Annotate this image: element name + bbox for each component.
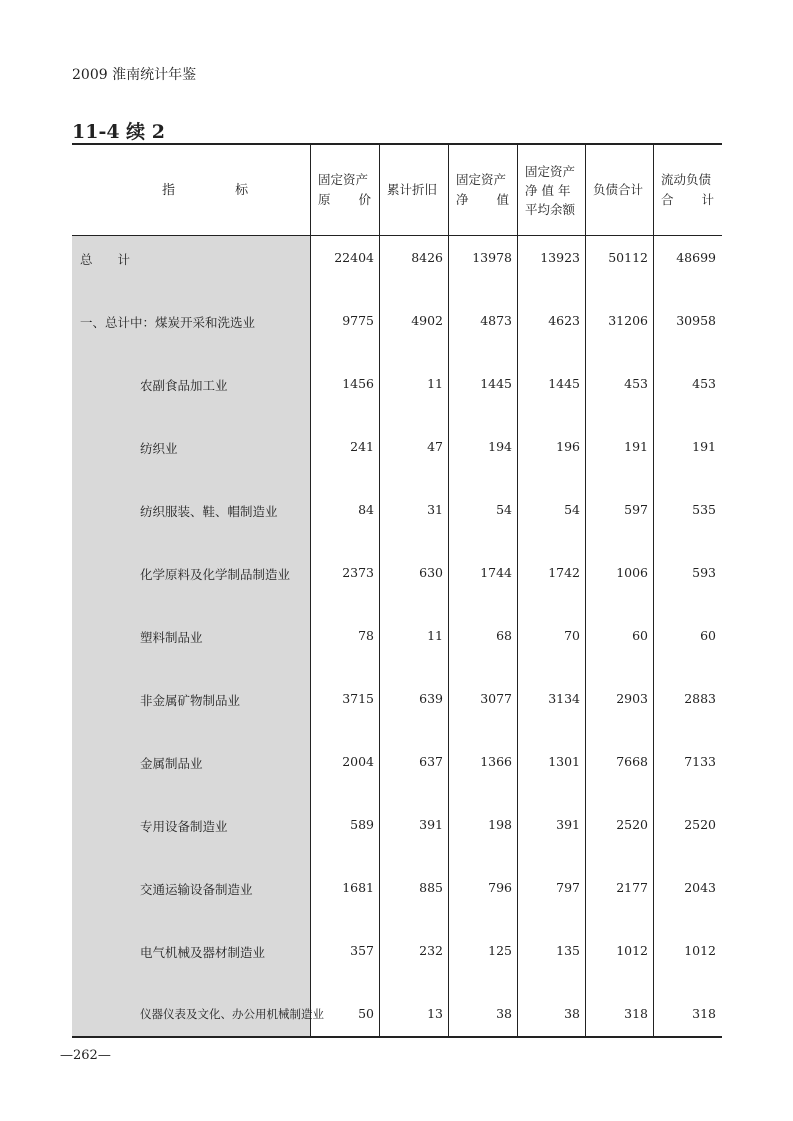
row-value: 3077 (480, 691, 512, 706)
row-label: 纺织业 (140, 441, 178, 456)
row-value: 31 (427, 502, 443, 517)
row-value: 198 (488, 817, 512, 832)
row-value: 1445 (480, 376, 512, 391)
row-value: 589 (350, 817, 374, 832)
table-row (72, 628, 722, 648)
row-value: 318 (692, 1006, 716, 1021)
table-row (72, 376, 722, 396)
row-value: 9775 (342, 313, 374, 328)
row-value: 191 (692, 439, 716, 454)
row-value: 1681 (342, 880, 374, 895)
row-value: 3715 (342, 691, 374, 706)
row-value: 637 (419, 754, 443, 769)
row-value: 1366 (480, 754, 512, 769)
row-value: 38 (496, 1006, 512, 1021)
row-value: 31206 (608, 313, 648, 328)
row-value: 1012 (616, 943, 648, 958)
table-row (72, 313, 722, 333)
header-current-liabilities: 流动负债 合 计 (661, 172, 714, 207)
row-label: 交通运输设备制造业 (140, 882, 253, 897)
row-label: 农副食品加工业 (140, 378, 228, 393)
row-value: 54 (564, 502, 580, 517)
row-value: 125 (488, 943, 512, 958)
row-label: 总 计 (80, 252, 131, 267)
row-value: 2520 (616, 817, 648, 832)
row-label: 非金属矿物制品业 (140, 693, 241, 708)
table-row (72, 502, 722, 522)
header-total-liabilities: 负债合计 (593, 182, 644, 197)
row-value: 11 (427, 376, 443, 391)
row-value: 630 (419, 565, 443, 580)
table-row (72, 691, 722, 711)
table-row (72, 817, 722, 837)
row-value: 2903 (616, 691, 648, 706)
row-value: 453 (624, 376, 648, 391)
row-value: 2043 (684, 880, 716, 895)
row-label: 塑料制品业 (140, 630, 203, 645)
row-label: 仪器仪表及文化、办公用机械制造业 (140, 1007, 324, 1021)
row-value: 7133 (684, 754, 716, 769)
row-value: 135 (556, 943, 580, 958)
row-value: 1742 (548, 565, 580, 580)
table-row (72, 880, 722, 900)
row-label: 一、总计中：煤炭开采和洗选业 (80, 315, 256, 330)
header-accumulated-depreciation: 累计折旧 (387, 182, 438, 197)
row-value: 191 (624, 439, 648, 454)
table-row (72, 565, 722, 585)
row-value: 50112 (608, 250, 648, 265)
row-value: 796 (488, 880, 512, 895)
row-value: 60 (632, 628, 648, 643)
column-divider (379, 144, 380, 1036)
header-bottom-rule (72, 235, 722, 236)
column-divider (517, 144, 518, 1036)
row-value: 2883 (684, 691, 716, 706)
row-label: 专用设备制造业 (140, 819, 228, 834)
row-value: 318 (624, 1006, 648, 1021)
row-value: 1744 (480, 565, 512, 580)
table-row (72, 943, 722, 963)
row-value: 391 (419, 817, 443, 832)
header-fixed-assets-original: 固定资产 原 价 (318, 172, 371, 207)
row-value: 7668 (616, 754, 648, 769)
row-value: 60 (700, 628, 716, 643)
row-value: 639 (419, 691, 443, 706)
row-value: 797 (556, 880, 580, 895)
row-label: 金属制品业 (140, 756, 203, 771)
row-value: 22404 (334, 250, 374, 265)
table-bottom-rule (72, 1036, 722, 1038)
header-fixed-assets-net: 固定资产 净 值 (456, 172, 509, 207)
row-value: 1456 (342, 376, 374, 391)
column-divider (585, 144, 586, 1036)
running-head: 2009 淮南统计年鉴 (72, 67, 197, 83)
row-value: 47 (427, 439, 443, 454)
row-value: 48699 (676, 250, 716, 265)
table-row (72, 1006, 722, 1026)
page-number: —262— (60, 1048, 111, 1063)
header-indicator: 指 标 (162, 183, 277, 198)
table-row (72, 754, 722, 774)
row-value: 1301 (548, 754, 580, 769)
row-value: 1445 (548, 376, 580, 391)
row-label: 电气机械及器材制造业 (140, 945, 266, 960)
row-value: 4623 (548, 313, 580, 328)
row-value: 885 (419, 880, 443, 895)
table-row (72, 439, 722, 459)
row-value: 54 (496, 502, 512, 517)
row-value: 13923 (540, 250, 580, 265)
header-net-average-balance: 固定资产 净 值 年 平均余额 (525, 164, 576, 217)
row-value: 453 (692, 376, 716, 391)
row-value: 38 (564, 1006, 580, 1021)
row-value: 2373 (342, 565, 374, 580)
row-value: 357 (350, 943, 374, 958)
row-value: 1012 (684, 943, 716, 958)
row-value: 535 (692, 502, 716, 517)
column-divider (653, 144, 654, 1036)
row-value: 597 (624, 502, 648, 517)
row-value: 196 (556, 439, 580, 454)
row-value: 13978 (472, 250, 512, 265)
row-value: 8426 (411, 250, 443, 265)
column-divider (448, 144, 449, 1036)
row-value: 11 (427, 628, 443, 643)
row-value: 50 (358, 1006, 374, 1021)
row-label: 纺织服装、鞋、帽制造业 (140, 504, 278, 519)
row-value: 2004 (342, 754, 374, 769)
row-value: 4902 (411, 313, 443, 328)
row-value: 194 (488, 439, 512, 454)
row-value: 84 (358, 502, 374, 517)
row-value: 593 (692, 565, 716, 580)
row-value: 78 (358, 628, 374, 643)
column-divider (310, 144, 311, 1036)
row-label: 化学原料及化学制品制造业 (140, 567, 291, 582)
row-value: 241 (350, 439, 374, 454)
row-value: 30958 (676, 313, 716, 328)
row-value: 4873 (480, 313, 512, 328)
row-value: 391 (556, 817, 580, 832)
row-value: 1006 (616, 565, 648, 580)
row-value: 2520 (684, 817, 716, 832)
table-title: 11-4 续 2 (72, 121, 165, 143)
row-value: 3134 (548, 691, 580, 706)
row-value: 2177 (616, 880, 648, 895)
row-value: 70 (564, 628, 580, 643)
row-value: 13 (427, 1006, 443, 1021)
row-value: 68 (496, 628, 512, 643)
row-value: 232 (419, 943, 443, 958)
table-row (72, 250, 722, 270)
